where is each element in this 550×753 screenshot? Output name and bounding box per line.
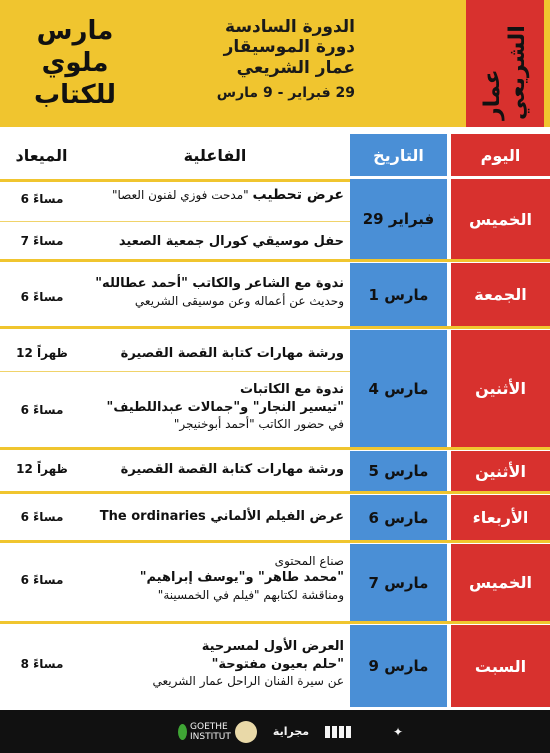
calligraphy-logo: ✦	[392, 724, 404, 739]
date-cell: 1 مارس	[350, 263, 447, 326]
event-detail: وحديث عن أعماله وعن موسيقى الشريعي	[134, 293, 344, 308]
festival-logo	[20, 14, 130, 114]
header-event: الفاعلية	[83, 134, 347, 176]
header-day: اليوم	[451, 134, 550, 176]
program-header	[0, 0, 550, 127]
date-cell: 7 مارس	[350, 544, 447, 621]
logo-line: مارس	[36, 16, 114, 46]
event-detail: عن سيرة الفنان الراحل عمار الشريعي	[152, 674, 344, 689]
event-title: صناع المحتوى	[274, 554, 344, 568]
honoree-brand-banner	[466, 0, 544, 127]
seal-logo	[232, 719, 260, 744]
date-cell: 6 مارس	[350, 495, 447, 540]
event-title: ورشة مهارات كتابة القصة القصيرة	[120, 346, 344, 361]
event-item	[86, 233, 344, 251]
event-detail: "حلم بعيون مفتوحة"	[211, 656, 344, 672]
event-detail: "مدحت فوزي لفنون العصا"	[111, 188, 249, 202]
day-cell: الأثنين	[451, 330, 550, 447]
row-divider	[0, 179, 350, 182]
event-item	[86, 275, 344, 309]
day-cell: الأثنين	[451, 451, 550, 491]
event-item	[86, 381, 344, 432]
seal-icon	[235, 721, 257, 743]
bars-logo	[318, 719, 358, 744]
day-cell: الخميس	[451, 179, 550, 259]
header-date: التاريخ	[350, 134, 447, 176]
sponsors-footer	[0, 710, 550, 753]
goethe-circle-icon	[178, 724, 187, 740]
event-detail: "تيسير النجار" و"جمالات عبداللطيف"	[106, 399, 344, 415]
event-item	[86, 553, 344, 603]
event-time: 6 مساءً	[20, 573, 64, 587]
event-time: 6 مساءً	[20, 192, 64, 206]
logo-line: ملوي	[41, 48, 109, 78]
logo-line: للكتاب	[34, 80, 116, 110]
majraya-logo: مجراية	[272, 725, 310, 738]
edition-number: الدورة السادسة	[225, 17, 355, 37]
event-item	[86, 186, 344, 205]
goethe-logo: GOETHE INSTITUT	[178, 719, 236, 744]
day-cell: السبت	[451, 625, 550, 707]
event-time: 6 مساءً	[20, 510, 64, 524]
event-title: عرض تحطيب	[252, 187, 344, 203]
edition-dedication: دورة الموسيقار	[223, 36, 355, 57]
event-detail: ومناقشة لكتابهم "فيلم في الخمسينة"	[157, 587, 344, 602]
date-cell: 29 فبراير	[350, 179, 447, 259]
day-cell: الجمعة	[451, 263, 550, 326]
row-divider	[0, 371, 350, 372]
event-title: ورشة مهارات كتابة القصة القصيرة	[120, 462, 344, 477]
row-divider	[0, 491, 550, 494]
row-divider	[0, 326, 550, 329]
event-time: 8 مساءً	[20, 657, 64, 671]
event-title: عرض الفيلم الألماني The ordinaries	[99, 509, 344, 524]
row-divider	[0, 259, 550, 262]
event-time: 6 مساءً	[20, 403, 64, 417]
event-time: 12 ظهراً	[16, 346, 68, 360]
event-item	[86, 508, 344, 526]
day-cell: الخميس	[451, 544, 550, 621]
date-cell: 5 مارس	[350, 451, 447, 491]
row-divider	[0, 621, 550, 624]
honoree-name: عمار الشريعي	[236, 58, 355, 79]
event-item	[86, 461, 344, 479]
row-divider	[0, 221, 350, 222]
day-cell: الأربعاء	[451, 495, 550, 540]
event-detail: "محمد طاهر" و"يوسف إبراهيم"	[139, 570, 344, 586]
festival-dates: 29 فبراير - 9 مارس	[216, 84, 355, 101]
event-title: حفل موسيقي كورال جمعية الصعيد	[118, 234, 344, 249]
edition-info	[130, 18, 355, 101]
event-time: 12 ظهراً	[16, 462, 68, 476]
date-cell: 9 مارس	[350, 625, 447, 707]
event-title: ندوة مع الشاعر والكاتب "أحمد عطالله"	[95, 276, 344, 291]
event-item	[86, 345, 344, 363]
date-cell: 4 مارس	[350, 330, 447, 447]
event-detail: في حضور الكاتب "أحمد أبوخنيجر"	[173, 417, 344, 432]
header-time: الميعاد	[0, 134, 83, 176]
brand-signature: عمار الشريعي	[480, 25, 530, 120]
row-divider	[0, 447, 550, 450]
event-title: ندوة مع الكاتبات	[239, 382, 344, 397]
event-time: 7 مساءً	[20, 234, 64, 248]
event-time: 6 مساءً	[20, 290, 64, 304]
event-title: العرض الأول لمسرحية	[201, 639, 344, 654]
row-divider	[0, 540, 550, 543]
event-item	[86, 638, 344, 689]
